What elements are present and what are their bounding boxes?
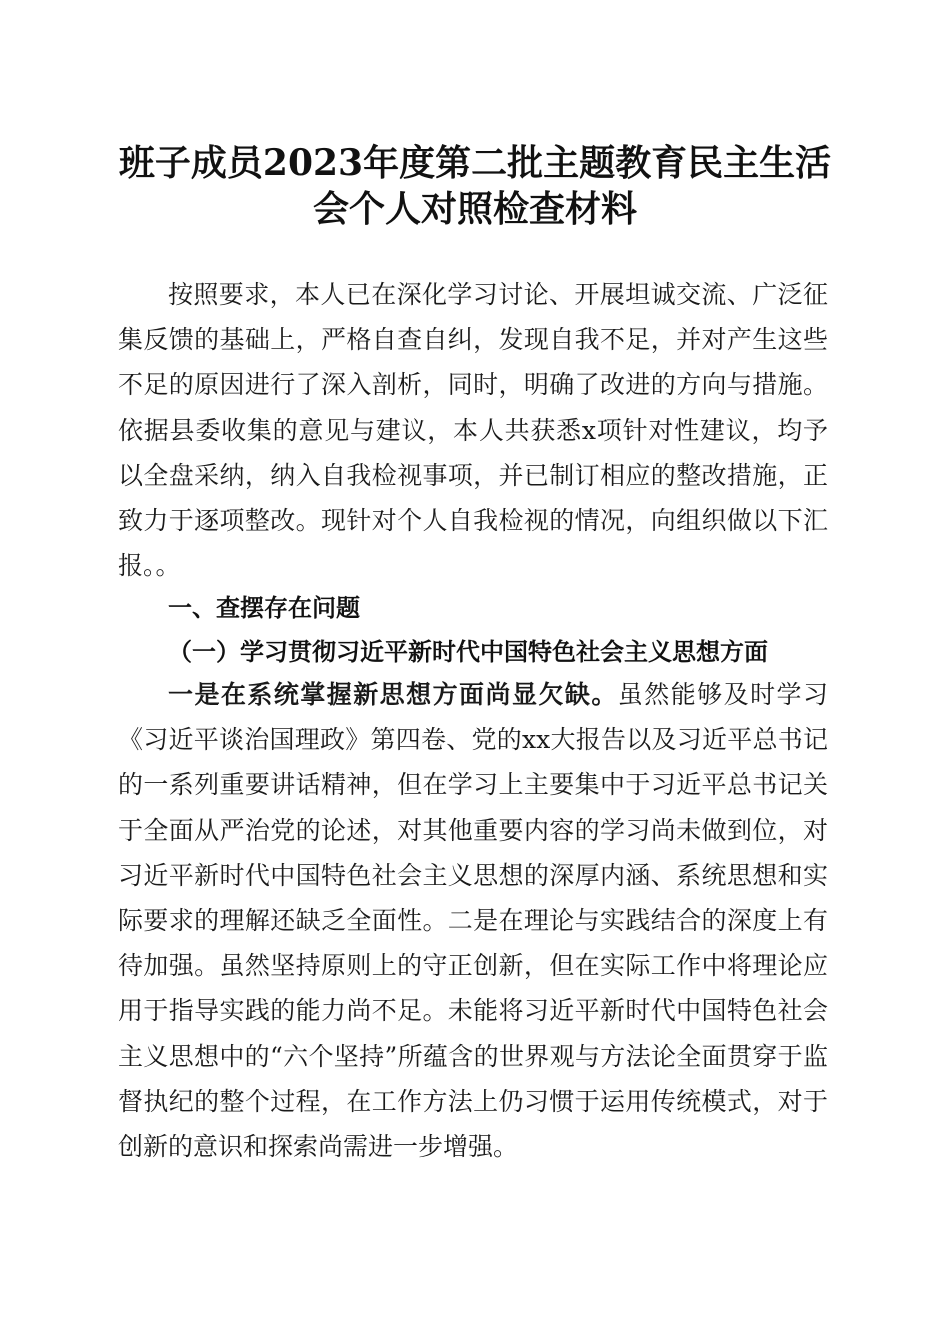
document-title-line-1: 班子成员2023年度第二批主题教育民主生活 (118, 142, 832, 184)
section-heading: 一、查摆存在问题 (168, 594, 360, 622)
document-title-line-2: 会个人对照检查材料 (312, 188, 637, 230)
point-body-text: 虽然能够及时学习《习近平谈治国理政》第四卷、党的xx大报告以及习近平总书记的一系列重要讲话精神，但在学习上主要集中于习近平总书记关于全面从严治党的论述，对其他重要内容的学习尚未做到位，对习近平新时代中国特色社会主义思想的深厚内涵、系统思想和实际要求的理解还缺乏全面性。二是在理论与实践结合的深度上有待加强。虽然坚持原则上的守正创新，但在实际工作中将理论应用于指导实践的能力尚不足。未能将习近平新时代中国特色社会主义思想中的“六个坚持”所蕴含的世界观与方法论全面贯穿于监督执纪的整个过程，在工作方法上仍习惯于运用传统模式，对于创新的意识和探索尚需进一步增强。 (118, 680, 828, 1162)
intro-paragraph: 按照要求，本人已在深化学习讨论、开展坦诚交流、广泛征集反馈的基础上，严格自查自纠，发现自我不足，并对产生这些不足的原因进行了深入剖析，同时，明确了改进的方向与措施。依据县委收集的意见与建议，本人共获悉x项针对性建议，均予以全盘采纳，纳入自我检视事项，并已制订相应的整改措施，正致力于逐项整改。现针对个人自我检视的情况，向组织做以下汇报。。 (118, 280, 828, 581)
subsection-heading: （一）学习贯彻习近平新时代中国特色社会主义思想方面 (168, 637, 768, 666)
problem-paragraph (118, 672, 828, 1169)
point-lead-sentence: 一是在系统掌握新思想方面尚显欠缺。 (168, 680, 618, 709)
